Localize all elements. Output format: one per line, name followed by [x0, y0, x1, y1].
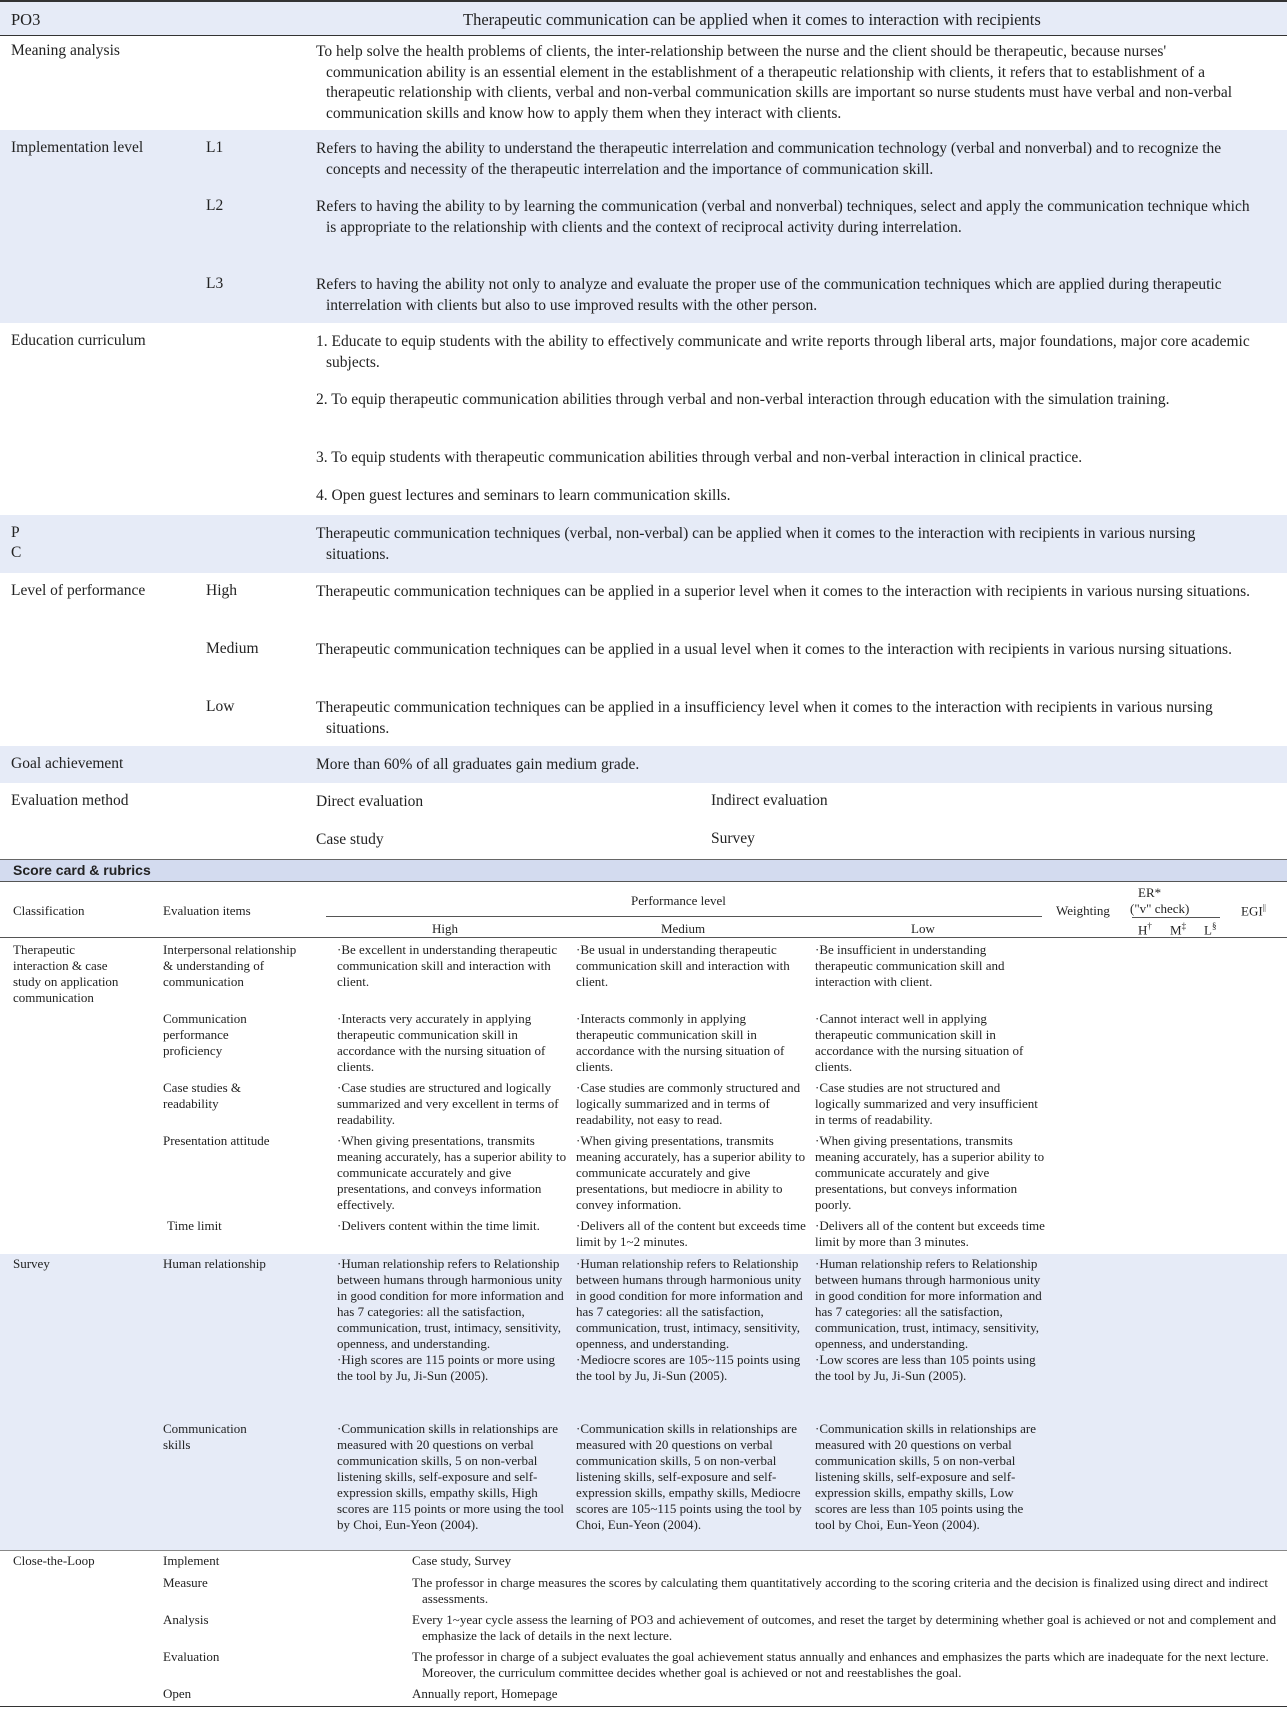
level-text: Refers to having the ability to by learning the communication (verbal and nonverbal) techniques, select and apply the communication technique which is appropriate to the relationship with clients and the context of reciprocal activity during interrelation. — [316, 198, 1250, 236]
rubric-high: ·When giving presentations, transmits meaning accurately, has a superior ability to communicate accurately and give presentations, and conveys information effectively. — [337, 1133, 567, 1212]
rubric-low: ·Delivers all of the content but exceeds time limit by more than 3 minutes. — [815, 1218, 1045, 1249]
header-items: Evaluation items — [163, 903, 251, 918]
level-code: L1 — [206, 139, 224, 156]
curriculum-item: 2. To equip therapeutic communication abilities through verbal and non-verbal interaction through education with the simulation training. — [316, 391, 1170, 408]
rubric-low: ·Cannot interact well in applying therapeutic communication skill in accordance with the nursing situation of clients. — [815, 1011, 1024, 1074]
evaluation-row — [0, 783, 1287, 859]
performance-level-code: High — [206, 582, 237, 599]
pc-label-p: P — [11, 524, 20, 541]
loop-text: Case study, Survey — [412, 1553, 512, 1568]
curriculum-label: Education curriculum — [11, 332, 146, 349]
performance-row — [0, 573, 1287, 746]
curriculum-item: 4. Open guest lectures and seminars to learn communication skills. — [316, 487, 731, 504]
performance-label: Level of performance — [11, 582, 146, 599]
indirect-method: Survey — [711, 830, 755, 847]
header-weighting: Weighting — [1056, 903, 1110, 918]
classification-close-the-loop: Close-the-Loop — [13, 1553, 95, 1568]
evaluation-item: Communication performance proficiency — [163, 1011, 247, 1058]
goal-label: Goal achievement — [11, 755, 124, 772]
performance-level-text: Therapeutic communication techniques can be applied in a insufficiency level when it comes to the interaction with recipients in various nursing situations. — [316, 699, 1213, 737]
curriculum-item: 3. To equip students with therapeutic communication abilities through verbal and non-verbal interaction in clinical practice. — [316, 449, 1083, 466]
header-egi: EGI|| — [1241, 903, 1266, 919]
header-performance: Performance level — [631, 893, 726, 908]
direct-method: Case study — [316, 831, 384, 848]
evaluation-item: Communication skills — [163, 1421, 247, 1452]
header-er-check: ("v" check) — [1130, 901, 1190, 916]
score-card-title: Score card & rubrics — [13, 862, 151, 878]
curriculum-row — [0, 323, 1287, 515]
evaluation-item: Time limit — [167, 1218, 222, 1233]
pc-row — [0, 515, 1287, 573]
header-top-rule — [0, 881, 1287, 882]
performance-level-text: Therapeutic communication techniques can be applied in a superior level when it comes to the interaction with recipients in various nursing situations. — [316, 583, 1251, 600]
header-er: ER* — [1138, 885, 1162, 900]
rubric-high: ·Human relationship refers to Relationship between humans through harmonious unity in good condition for more information and has 7 categories: all the satisfaction, communication, trust, intimacy, sensitivity, openness, and understanding. ·High scores are 115 points or more using the tool by Ju, Ji-Sun (2005). — [337, 1256, 564, 1383]
evaluation-item: Human relationship — [163, 1256, 266, 1271]
direct-evaluation: Direct evaluation — [316, 793, 424, 810]
header-performance-rule — [326, 916, 1042, 917]
header-high: High — [432, 921, 458, 936]
meaning-label: Meaning analysis — [11, 42, 120, 59]
rubric-medium: ·Communication skills in relationships are measured with 20 questions on verbal communication skills, 5 on non-verbal listening skills, self-exposure and self-expression skills, empathy skills, Mediocre scores are 105~115 points using the tool by Choi, Eun-Yeon (2004). — [576, 1421, 802, 1532]
level-code: L3 — [206, 275, 224, 292]
evaluation-label: Evaluation method — [11, 792, 129, 809]
implementation-label: Implementation level — [11, 139, 144, 156]
level-text: Refers to having the ability not only to analyze and evaluate the proper use of the communication techniques which are applied during therapeutic interrelation with clients but also to use improved results with the other person. — [316, 276, 1222, 314]
meaning-row — [0, 36, 1287, 130]
evaluation-item: Case studies & readability — [163, 1080, 241, 1111]
level-code: L2 — [206, 197, 224, 214]
rubric-high: ·Communication skills in relationships are measured with 20 questions on verbal communication skills, 5 on non-verbal listening skills, self-exposure and self-expression skills, empathy skills, High scores are 115 points or more using the tool by Choi, Eun-Yeon (2004). — [337, 1421, 564, 1532]
rubric-medium: ·Human relationship refers to Relationship between humans through harmonious unity in good condition for more information and has 7 categories: all the satisfaction, communication, trust, intimacy, sensitivity, openness, and understanding. ·Mediocre scores are 105~115 points using the tool by Ju, Ji-Sun (2005). — [576, 1256, 803, 1383]
performance-level-code: Medium — [206, 640, 259, 657]
header-er-rule — [1132, 917, 1220, 918]
performance-level-code: Low — [206, 698, 235, 715]
rubric-high: ·Case studies are structured and logically summarized and very excellent in terms of readability. — [337, 1080, 559, 1127]
loop-text: Annually report, Homepage — [412, 1686, 558, 1701]
header-low: Low — [911, 921, 935, 936]
rubric-low: ·Human relationship refers to Relationship between humans through harmonious unity in good condition for more information and has 7 categories: all the satisfaction, communication, trust, intimacy, sensitivity, openness, and understanding. ·Low scores are less than 105 points using the tool by Ju, Ji-Sun (2005). — [815, 1256, 1042, 1383]
rubric-medium: ·Interacts commonly in applying therapeutic communication skill in accordance with the nursing situation of clients. — [576, 1011, 785, 1074]
goal-text: More than 60% of all graduates gain medium grade. — [316, 756, 640, 773]
table-bottom-rule — [0, 1706, 1287, 1707]
rubric-high: ·Delivers content within the time limit. — [337, 1218, 540, 1233]
loop-label: Implement — [163, 1553, 220, 1568]
rubric-medium: ·Be usual in understanding therapeutic communication skill and interaction with client. — [576, 942, 790, 989]
po-code: PO3 — [11, 10, 41, 29]
rubric-low: ·When giving presentations, transmits meaning accurately, has a superior ability to communicate accurately and give presentations, but conveys information poorly. — [815, 1133, 1045, 1212]
pc-label-c: C — [11, 544, 22, 561]
header-m: M‡ — [1170, 921, 1187, 938]
performance-level-text: Therapeutic communication techniques can be applied in a usual level when it comes to the interaction with recipients in various nursing situations. — [316, 641, 1232, 658]
loop-label: Measure — [163, 1575, 208, 1590]
rubric-high: ·Be excellent in understanding therapeutic communication skill and interaction with client. — [337, 942, 558, 989]
loop-text: The professor in charge of a subject evaluates the goal achievement status annually and enhances and emphasizes the parts which are inadequate for the next lecture. Moreover, the curriculum committee decides whether goal is achieved or not and reestablishes the goal. — [412, 1649, 1269, 1680]
loop-label: Evaluation — [163, 1649, 220, 1664]
rubric-medium: ·Delivers all of the content but exceeds time limit by 1~2 minutes. — [576, 1218, 806, 1249]
meaning-text: To help solve the health problems of clients, the inter-relationship between the nurse and the client should be therapeutic, because nurses' communication ability is an essential element in the establishment of a therapeutic relationship with clients, it refers that to establishment of a therapeutic relationship with clients, verbal and non-verbal communication skills are important so nurse students must have verbal and non-verbal communication skills and know how to apply them when they interact with clients. — [316, 43, 1233, 122]
close-the-loop-rule — [0, 1550, 1287, 1551]
loop-label: Analysis — [163, 1612, 209, 1627]
pc-text: Therapeutic communication techniques (verbal, non-verbal) can be applied when it comes to the interaction with recipients in various nursing situations. — [316, 525, 1196, 563]
curriculum-item: 1. Educate to equip students with the ability to effectively communicate and write reports through liberal arts, major foundations, major core academic subjects. — [316, 333, 1250, 371]
header-l: L§ — [1204, 921, 1217, 938]
level-text: Refers to having the ability to understand the therapeutic interrelation and communication technology (verbal and nonverbal) and to recognize the concepts and necessity of the therapeutic interrelation and the importance of communication skill. — [316, 140, 1222, 178]
goal-row — [0, 746, 1287, 783]
classification-survey: Survey — [13, 1256, 50, 1271]
rubric-low: ·Be insufficient in understanding therapeutic communication skill and interaction with client. — [815, 942, 1005, 989]
evaluation-item: Presentation attitude — [163, 1133, 270, 1148]
rubric-medium: ·When giving presentations, transmits meaning accurately, has a superior ability to communicate accurately and give presentations, but mediocre in ability to convey information. — [576, 1133, 806, 1212]
loop-text: Every 1~year cycle assess the learning of PO3 and achievement of outcomes, and reset the target by determining whether goal is achieved or not and complement and emphasize the lack of details in the next lecture. — [412, 1612, 1277, 1643]
header-bottom-rule — [0, 937, 1287, 938]
rubric-high: ·Interacts very accurately in applying therapeutic communication skill in accordance with the nursing situation of clients. — [337, 1011, 546, 1074]
loop-label: Open — [163, 1686, 192, 1701]
po-title: Therapeutic communication can be applied when it comes to interaction with recipients — [463, 10, 1041, 29]
classification-case-study: Therapeutic interaction & case study on application communication — [13, 942, 119, 1005]
rubric-medium: ·Case studies are commonly structured and logically summarized and in terms of readability, not easy to read. — [576, 1080, 801, 1127]
rubric-low: ·Case studies are not structured and logically summarized and very insufficient in terms of readability. — [815, 1080, 1038, 1127]
score-card-title-bar — [0, 859, 1287, 881]
header-medium: Medium — [661, 921, 706, 936]
implementation-row — [0, 130, 1287, 323]
header-classification: Classification — [13, 903, 85, 918]
rubric-low: ·Communication skills in relationships are measured with 20 questions on verbal communication skills, 5 on non-verbal listening skills, self-exposure and self-expression skills, empathy skills, Low scores are less than 105 points using the tool by Choi, Eun-Yeon (2004). — [815, 1421, 1036, 1532]
indirect-evaluation: Indirect evaluation — [711, 792, 828, 809]
loop-text: The professor in charge measures the scores by calculating them quantitatively according to the scoring criteria and the decision is finalized using direct and indirect assessments. — [412, 1575, 1269, 1606]
header-h: H† — [1138, 921, 1152, 938]
po3-header-row — [0, 0, 1287, 36]
evaluation-item: Interpersonal relationship & understanding of communication — [163, 942, 297, 989]
